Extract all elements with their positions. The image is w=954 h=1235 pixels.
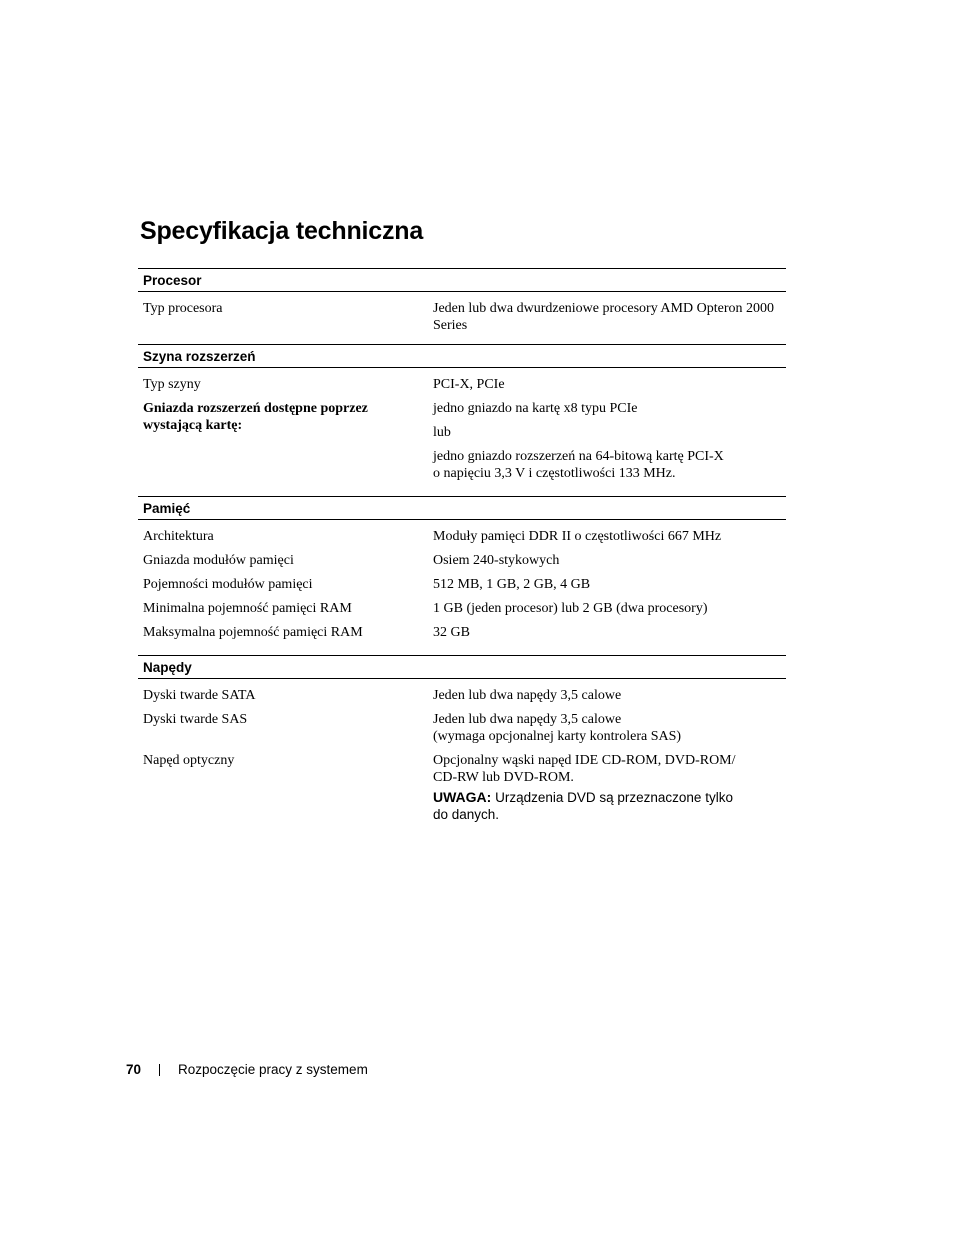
value-line: Opcjonalny wąski napęd IDE CD-ROM, DVD-ROM/ CD-RW lub DVD-ROM.	[433, 753, 736, 785]
value-line: lub	[433, 425, 451, 440]
spec-row	[138, 593, 786, 617]
note-text: Urządzenia DVD są przeznaczone tylko do danych.	[433, 790, 733, 822]
spec-row	[138, 293, 786, 344]
value-line: jedno gniazdo rozszerzeń na 64-bitową kartę PCI-X o napięciu 3,3 V i częstotliwości 133 MHz.	[433, 449, 724, 481]
chapter-title: Rozpoczęcie pracy z systemem	[178, 1062, 368, 1077]
value-line: Osiem 240-stykowych	[433, 553, 560, 568]
spec-label: Maksymalna pojemność pamięci RAM	[143, 625, 363, 640]
spec-label: Napęd optyczny	[143, 753, 235, 768]
spec-label: Pojemności modułów pamięci	[143, 577, 313, 592]
section-processor	[138, 268, 786, 344]
spec-value	[433, 745, 786, 823]
spec-row	[138, 545, 786, 569]
page-number: 70	[126, 1062, 142, 1077]
spec-value	[433, 617, 786, 641]
section-memory	[138, 496, 786, 655]
spec-label: Gniazda rozszerzeń dostępne poprzez wystającą kartę:	[143, 401, 368, 433]
spec-value	[433, 593, 786, 617]
spec-label: Dyski twarde SAS	[143, 712, 248, 727]
spec-label: Minimalna pojemność pamięci RAM	[143, 601, 352, 616]
section-expansion-bus	[138, 344, 786, 496]
value-line: 32 GB	[433, 625, 470, 640]
spec-label: Architektura	[143, 529, 214, 544]
spec-row	[138, 569, 786, 593]
note-label: UWAGA:	[433, 789, 492, 805]
value-line: Moduły pamięci DDR II o częstotliwości 667 MHz	[433, 529, 722, 544]
note	[433, 786, 786, 823]
spec-row	[138, 521, 786, 545]
spec-value	[433, 293, 786, 334]
spec-row	[138, 704, 786, 745]
section-header: Procesor	[138, 268, 786, 292]
value-line: 1 GB (jeden procesor) lub 2 GB (dwa procesory)	[433, 601, 708, 616]
value-line: Jeden lub dwa dwurdzeniowe procesory AMD Opteron 2000 Series	[433, 301, 774, 333]
spec-row	[138, 745, 786, 823]
spec-row	[138, 393, 786, 496]
section-header: Szyna rozszerzeń	[138, 344, 786, 368]
spec-value	[433, 704, 786, 745]
spec-value	[433, 680, 786, 704]
spec-label: Typ procesora	[143, 301, 223, 316]
spec-row	[138, 369, 786, 393]
spec-value	[433, 521, 786, 545]
page-footer	[126, 1062, 368, 1077]
value-line: 512 MB, 1 GB, 2 GB, 4 GB	[433, 577, 591, 592]
value-line: jedno gniazdo na kartę x8 typu PCIe	[433, 401, 638, 416]
value-line: PCI-X, PCIe	[433, 377, 505, 392]
spec-value	[433, 545, 786, 569]
spec-label: Gniazda modułów pamięci	[143, 553, 294, 568]
section-drives	[138, 655, 786, 823]
value-line: Jeden lub dwa napędy 3,5 calowe (wymaga opcjonalnej karty kontrolera SAS)	[433, 712, 682, 744]
footer-divider	[159, 1064, 160, 1076]
spec-label: Typ szyny	[143, 377, 201, 392]
spec-value	[433, 369, 786, 393]
section-header: Napędy	[138, 655, 786, 679]
spec-table	[138, 268, 786, 823]
value-line: Jeden lub dwa napędy 3,5 calowe	[433, 688, 622, 703]
section-header: Pamięć	[138, 496, 786, 520]
spec-value	[433, 393, 786, 482]
page-title: Specyfikacja techniczna	[140, 217, 424, 245]
spec-row	[138, 617, 786, 655]
spec-label: Dyski twarde SATA	[143, 688, 256, 703]
spec-row	[138, 680, 786, 704]
spec-value	[433, 569, 786, 593]
